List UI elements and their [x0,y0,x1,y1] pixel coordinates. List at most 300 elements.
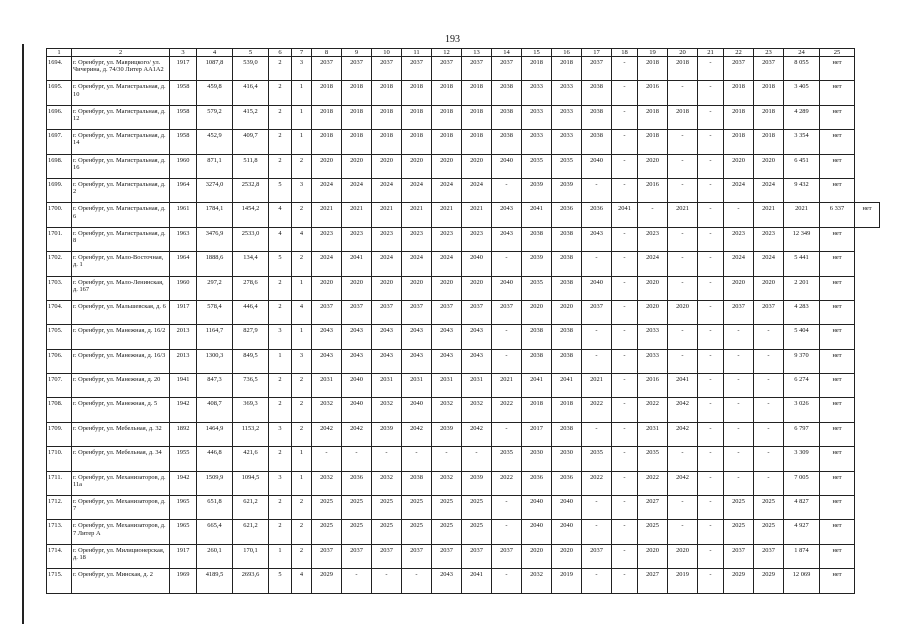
table-cell: 2035 [638,447,668,471]
table-cell: 3476,9 [197,227,233,251]
table-cell: 1 [269,544,292,568]
table-cell: 2039 [552,178,582,202]
table-cell: 1942 [170,398,197,422]
table-cell: 2021 [312,203,342,227]
table-cell: 2 [292,520,312,544]
table-cell: нет [820,130,855,154]
table-cell: 2020 [638,300,668,324]
table-cell: 2018 [432,130,462,154]
table-row [47,496,880,520]
table-cell: 2037 [342,57,372,81]
table-cell: 9 432 [784,178,820,202]
table-cell: 2025 [724,496,754,520]
column-number: 15 [522,49,552,57]
table-cell: 1892 [170,422,197,446]
page-number: 193 [445,34,460,45]
table-cell: 1955 [170,447,197,471]
table-cell: 2035 [522,154,552,178]
table-cell: 2038 [522,325,552,349]
table-cell: 2 [269,447,292,471]
table-cell: 2041 [612,203,638,227]
table-cell: 2022 [582,398,612,422]
table-cell: 2032 [312,471,342,495]
table-cell: 2 [292,374,312,398]
table-cell: 2032 [372,471,402,495]
row-number-cell: 1713. [47,520,72,544]
table-cell: 1969 [170,569,197,593]
table-cell: - [582,422,612,446]
table-cell: 2018 [462,130,492,154]
row-number-cell: 1695. [47,81,72,105]
column-number: 14 [492,49,522,57]
table-cell: 3 [292,349,312,373]
table-cell: 6 451 [784,154,820,178]
table-cell: 2043 [462,325,492,349]
table-cell: 2043 [312,325,342,349]
address-cell: г. Оренбург, ул. Минская, д. 2 [72,569,170,593]
table-cell: 2032 [372,398,402,422]
table-cell: 2020 [638,154,668,178]
table-cell: 452,9 [197,130,233,154]
table-cell: нет [820,252,855,276]
table-cell: 2022 [492,471,522,495]
column-number: 24 [784,49,820,57]
table-cell: 2031 [432,374,462,398]
column-number: 4 [197,49,233,57]
table-cell: 2025 [402,496,432,520]
table-cell: 3 [292,178,312,202]
table-cell: 1961 [170,203,197,227]
table-cell: - [668,325,698,349]
table-cell: 6 797 [784,422,820,446]
table-cell: 2023 [432,227,462,251]
table-cell: 2018 [432,105,462,129]
table-cell: 2024 [638,252,668,276]
table-cell: 2037 [724,300,754,324]
table-cell: 2037 [312,57,342,81]
table-cell: 1965 [170,520,197,544]
table-cell: 2025 [462,520,492,544]
table-cell: 2018 [638,130,668,154]
table-cell: 2018 [402,130,432,154]
table-cell: 2 [269,374,292,398]
table-cell: 12 069 [784,569,820,593]
table-cell: 2025 [372,520,402,544]
table-cell: - [668,154,698,178]
table-cell: 2024 [402,178,432,202]
table-cell: 2031 [312,374,342,398]
table-cell: 2 [269,300,292,324]
column-number: 3 [170,49,197,57]
table-cell: 2 [269,130,292,154]
table-cell: 2038 [492,105,522,129]
table-cell: 2037 [492,544,522,568]
table-cell: 2040 [462,252,492,276]
table-cell: - [612,496,638,520]
column-number: 6 [269,49,292,57]
table-cell: 2018 [402,81,432,105]
table-cell: 2 [292,398,312,422]
table-cell: - [492,569,522,593]
table-cell: - [492,496,522,520]
table-cell: 2041 [522,203,552,227]
table-cell: нет [820,81,855,105]
table-cell: 2024 [724,252,754,276]
table-cell: 2041 [342,252,372,276]
row-number-cell: 1702. [47,252,72,276]
table-cell: 3 026 [784,398,820,422]
table-cell: - [698,398,724,422]
table-cell: 7 005 [784,471,820,495]
table-cell: 2025 [342,520,372,544]
table-cell: 5 [269,569,292,593]
table-cell: 2 [292,496,312,520]
table-cell: 2018 [462,105,492,129]
table-cell: 2037 [432,544,462,568]
table-cell: - [612,252,638,276]
table-cell: 2033 [638,325,668,349]
table-cell: 621,2 [233,520,269,544]
table-cell: 2037 [372,300,402,324]
table-row [47,374,880,398]
table-row [47,569,880,593]
table-cell: 2043 [312,349,342,373]
table-cell: 2018 [552,57,582,81]
table-cell: 1164,7 [197,325,233,349]
table-cell: 2029 [724,569,754,593]
table-cell: - [582,349,612,373]
table-cell: 1153,2 [233,422,269,446]
table-cell: 2024 [754,252,784,276]
table-cell: 2043 [492,227,522,251]
table-cell: 2018 [372,105,402,129]
table-cell: 2033 [522,81,552,105]
table-cell: 2036 [342,471,372,495]
address-cell: г. Оренбург, ул. Мальшевская, д. 6 [72,300,170,324]
table-cell: 2016 [638,178,668,202]
table-cell: 1958 [170,105,197,129]
table-cell: 278,6 [233,276,269,300]
table-cell: нет [855,203,880,227]
table-row [47,276,880,300]
table-cell: 369,3 [233,398,269,422]
table-cell: - [698,130,724,154]
table-cell: 2024 [312,178,342,202]
table-cell: 297,2 [197,276,233,300]
table-cell: 2043 [492,203,522,227]
address-cell: г. Оренбург, ул. Механизаторов, д. 7 [72,496,170,520]
table-cell: 2021 [462,203,492,227]
table-cell: 2040 [492,276,522,300]
address-cell: г. Оренбург, ул. Механизаторов, д. 7 Литер А [72,520,170,544]
table-row [47,154,880,178]
table-cell: 2043 [582,227,612,251]
table-cell: 12 349 [784,227,820,251]
row-number-cell: 1701. [47,227,72,251]
table-cell: 2020 [432,276,462,300]
table-cell: 2020 [552,544,582,568]
table-cell: 2043 [372,325,402,349]
table-cell: - [668,276,698,300]
table-cell: 2040 [552,520,582,544]
table-cell: нет [820,544,855,568]
table-cell: 1300,3 [197,349,233,373]
table-cell: 2018 [754,81,784,105]
table-cell: 1784,1 [197,203,233,227]
table-cell: - [668,130,698,154]
table-cell: 2016 [638,81,668,105]
table-cell: 2020 [522,544,552,568]
table-cell: 2020 [402,154,432,178]
address-cell: г. Оренбург, ул. Мебельная, д. 32 [72,422,170,446]
table-cell: 1 [292,447,312,471]
table-cell: 2023 [342,227,372,251]
table-cell: - [612,276,638,300]
table-cell: 2018 [312,130,342,154]
table-cell: 4 [269,203,292,227]
address-cell: г. Оренбург, ул. Мало-Восточная, д. 1 [72,252,170,276]
table-row [47,130,880,154]
table-cell: - [698,227,724,251]
table-cell: 1958 [170,130,197,154]
table-cell: 2031 [372,374,402,398]
table-cell: 2033 [638,349,668,373]
address-cell: г. Оренбург, ул. Мебельная, д. 34 [72,447,170,471]
table-cell: 2043 [342,349,372,373]
table-cell: 2 [269,520,292,544]
table-row [47,520,880,544]
table-cell: 2 [292,252,312,276]
column-number: 8 [312,49,342,57]
table-cell: 2038 [582,105,612,129]
address-cell: г. Оренбург, ул. Магистральная, д. 14 [72,130,170,154]
table-cell: 2025 [402,520,432,544]
table-cell: - [582,252,612,276]
table-cell: 2036 [552,203,582,227]
table-cell: 2025 [312,520,342,544]
table-row [47,422,880,446]
row-number-cell: 1712. [47,496,72,520]
table-cell: - [698,447,724,471]
table-cell: 2036 [582,203,612,227]
table-cell: 2043 [432,325,462,349]
table-cell: 1964 [170,252,197,276]
table-cell: 2037 [492,57,522,81]
table-cell: 2043 [342,325,372,349]
table-cell: - [612,81,638,105]
table-cell: 2039 [522,252,552,276]
table-cell: 2037 [582,300,612,324]
table-cell: - [582,496,612,520]
table-cell: 4 927 [784,520,820,544]
address-cell: г. Оренбург, ул. Магистральная, д. 10 [72,81,170,105]
table-cell: - [342,569,372,593]
table-cell: 2037 [582,544,612,568]
table-cell: 2037 [342,300,372,324]
table-cell: 2017 [522,422,552,446]
table-cell: 2040 [552,496,582,520]
table-cell: 2043 [372,349,402,373]
table-cell: 2040 [342,374,372,398]
table-cell: 2022 [492,398,522,422]
table-cell: - [724,325,754,349]
column-number: 2 [72,49,170,57]
table-row [47,252,880,276]
table-cell: - [612,422,638,446]
table-cell: - [612,349,638,373]
table-cell: 2020 [638,544,668,568]
table-cell: 1941 [170,374,197,398]
table-row [47,203,880,227]
table-cell: 2 [292,422,312,446]
table-cell: 4 283 [784,300,820,324]
table-cell: 2038 [582,81,612,105]
column-number: 9 [342,49,372,57]
table-cell: - [698,300,724,324]
table-cell: 2 [269,276,292,300]
table-cell: нет [820,569,855,593]
table-cell: 134,4 [233,252,269,276]
table-cell: 1917 [170,544,197,568]
table-cell: - [724,471,754,495]
table-cell: 2041 [462,569,492,593]
table-cell: нет [820,496,855,520]
table-cell: 2037 [432,300,462,324]
table-cell: 2032 [432,471,462,495]
table-cell: - [492,178,522,202]
table-cell: 416,4 [233,81,269,105]
table-cell: 2016 [638,374,668,398]
table-cell: - [612,398,638,422]
table-cell: 1 [292,81,312,105]
table-cell: 2020 [402,276,432,300]
table-cell: 511,8 [233,154,269,178]
table-cell: 2021 [402,203,432,227]
row-number-cell: 1700. [47,203,72,227]
table-cell: - [612,227,638,251]
table-cell: - [638,203,668,227]
table-cell: 6 274 [784,374,820,398]
table-cell: - [698,105,724,129]
table-cell: 2020 [522,300,552,324]
table-cell: 2035 [522,276,552,300]
address-cell: г. Оренбург, ул. Магистральная, д. 16 [72,154,170,178]
table-cell: - [612,105,638,129]
table-cell: 2020 [724,276,754,300]
table-cell: 2 [292,544,312,568]
table-cell: 2037 [582,57,612,81]
table-cell: 2037 [402,57,432,81]
table-cell: 2037 [492,300,522,324]
table-cell: 2018 [552,398,582,422]
table-cell: 1888,6 [197,252,233,276]
table-cell: 2020 [754,276,784,300]
table-cell: 1917 [170,300,197,324]
address-cell: г. Оренбург, ул. Манежная, д. 16/3 [72,349,170,373]
table-cell: 2033 [522,105,552,129]
table-cell: - [698,520,724,544]
table-cell: 2043 [402,325,432,349]
table-cell: 4 [292,300,312,324]
table-cell: нет [820,520,855,544]
table-cell: - [698,81,724,105]
table-cell: 2043 [462,349,492,373]
table-cell: - [698,154,724,178]
table-cell: 3 354 [784,130,820,154]
table-cell: 2018 [754,130,784,154]
table-cell: 2021 [754,203,784,227]
table-cell: нет [820,300,855,324]
column-number: 11 [402,49,432,57]
table-cell: 2041 [552,374,582,398]
table-cell: 2 [269,57,292,81]
table-cell: - [372,447,402,471]
column-number: 5 [233,49,269,57]
table-cell: 2 [269,81,292,105]
table-cell: 2032 [312,398,342,422]
table-cell: 2021 [342,203,372,227]
table-cell: 2041 [522,374,552,398]
table-cell: 665,4 [197,520,233,544]
table-cell: 2040 [342,398,372,422]
table-cell: - [724,349,754,373]
row-number-cell: 1703. [47,276,72,300]
table-cell: - [754,471,784,495]
table-cell: 2020 [432,154,462,178]
row-number-cell: 1714. [47,544,72,568]
table-cell: 2030 [522,447,552,471]
table-cell: 2037 [372,544,402,568]
table-cell: 2038 [552,422,582,446]
table-cell: нет [820,227,855,251]
table-cell: - [668,81,698,105]
table-cell: 2043 [402,349,432,373]
table-cell: 2023 [462,227,492,251]
table-cell: 2025 [372,496,402,520]
table-row [47,105,880,129]
table-cell: 2037 [342,544,372,568]
table-row [47,398,880,422]
table-cell: 2025 [342,496,372,520]
table-cell: 2020 [312,154,342,178]
table-cell: 5 [269,252,292,276]
address-cell: г. Оренбург, ул. Маврицкого/ ул. Чичерина, д. 74/30 Литер АА1А2 [72,57,170,81]
table-cell: 2021 [372,203,402,227]
table-cell: 2018 [724,130,754,154]
table-cell: 2042 [668,471,698,495]
table-cell: 2033 [552,130,582,154]
table-cell: 2039 [372,422,402,446]
table-cell: 2024 [372,252,402,276]
table-cell: 3 [269,422,292,446]
row-number-cell: 1715. [47,569,72,593]
table-cell: 2693,6 [233,569,269,593]
table-cell: 2022 [638,398,668,422]
table-cell: 2025 [638,520,668,544]
table-cell: 2025 [462,496,492,520]
table-cell: 1 874 [784,544,820,568]
column-number: 13 [462,49,492,57]
table-cell: 1464,9 [197,422,233,446]
table-cell: 2037 [432,57,462,81]
table-row [47,57,880,81]
table-cell: 2040 [402,398,432,422]
column-number: 19 [638,49,668,57]
table-cell: 2031 [462,374,492,398]
table-cell: 2031 [638,422,668,446]
table-cell: 2043 [432,569,462,593]
table-cell: 2031 [402,374,432,398]
